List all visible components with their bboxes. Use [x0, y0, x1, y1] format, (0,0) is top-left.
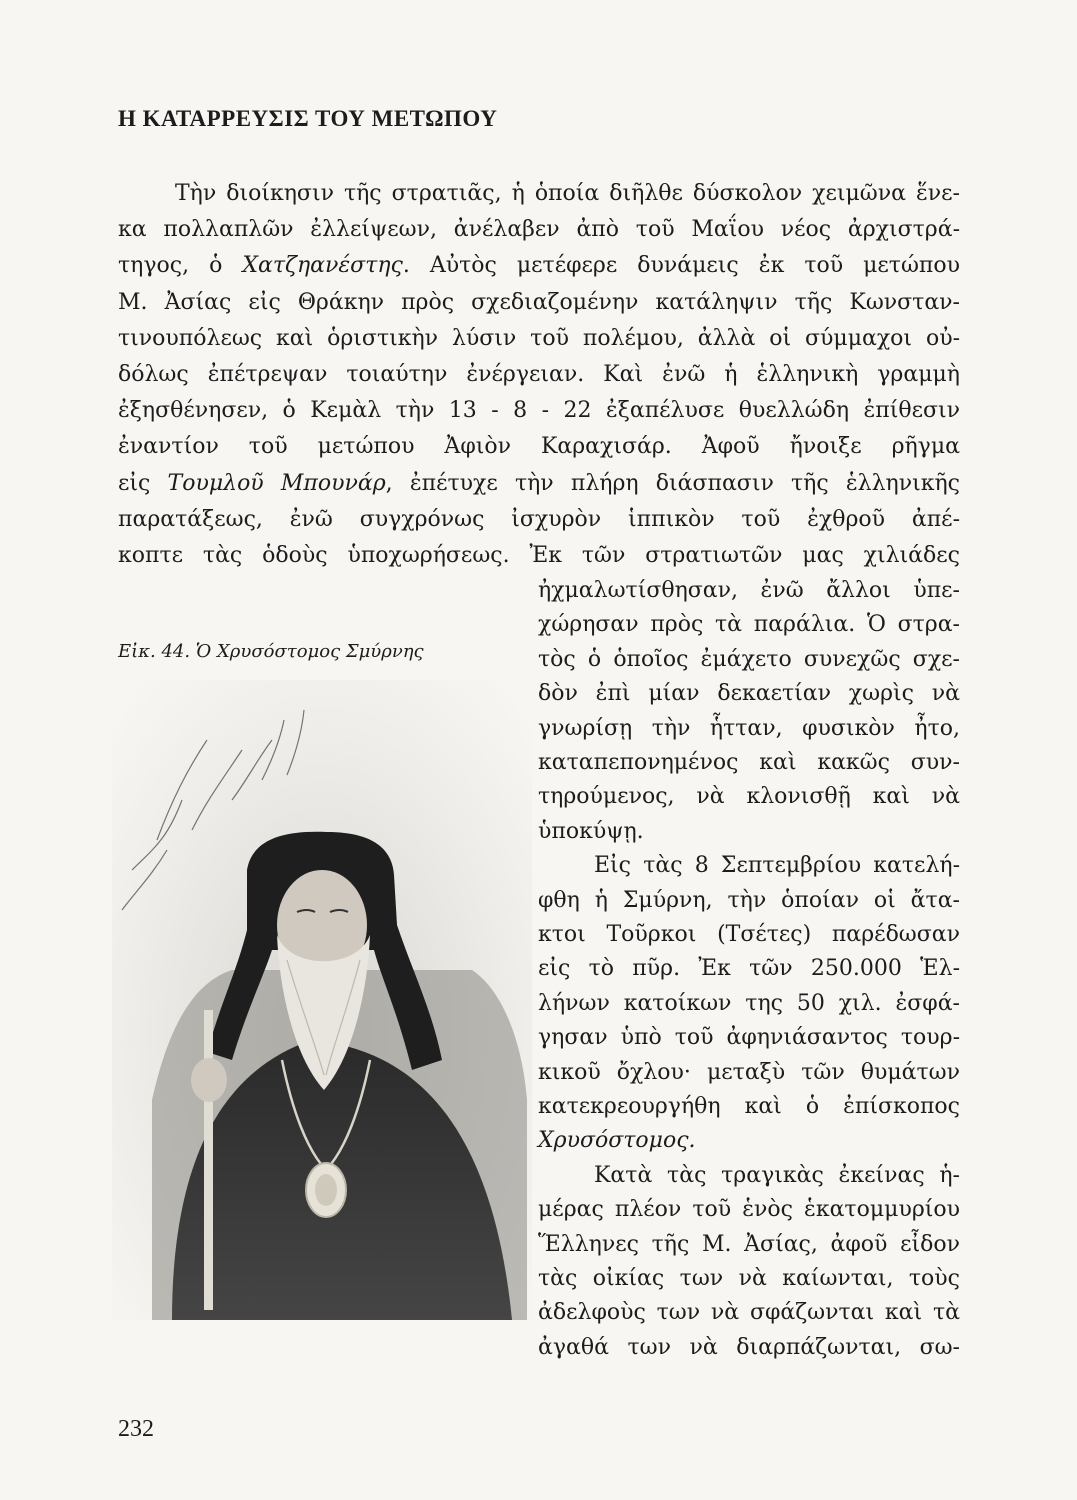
text-segment: Χατζηανέστης — [242, 253, 403, 278]
text-segment: κατεκρεουργήθη καὶ ὁ ἐπίσκοπος — [538, 1094, 960, 1119]
text-segment: κα πολλαπλῶν ἐλλείψεων, ἀνέλαβεν ἀπὸ τοῦ Μαΐου νέος ἀρχιστρά- — [118, 217, 960, 242]
text-line — [538, 958, 960, 980]
text-line — [118, 545, 960, 567]
text-segment: δόλως ἐπέτρεψαν τοιαύτην ἐνέργειαν. Καὶ ἐνῶ ἡ ἑλληνικὴ γραμμὴ — [118, 362, 960, 387]
text-segment: παρατάξεως, ἐνῶ συγχρόνως ἰσχυρὸν ἱππικὸν τοῦ ἐχθροῦ ἀπέ- — [118, 507, 960, 532]
text-line — [538, 890, 960, 912]
text-segment: ἐξησθένησεν, ὁ Κεμὰλ τὴν 13 - 8 - 22 ἐξαπέλυσε θυελλώδη ἐπίθεσιν — [118, 398, 960, 423]
text-segment: Ἕλληνες τῆς Μ. Ἀσίας, ἀφοῦ εἶδον — [538, 1232, 960, 1257]
chapter-heading: Η ΚΑΤΑΡΡΕΥΣΙΣ ΤΟΥ ΜΕΤΩΠΟΥ — [118, 106, 498, 131]
text-line — [538, 1027, 960, 1049]
text-segment: Τουμλοῦ Μπουνάρ — [167, 471, 386, 496]
text-segment: χώρησαν πρὸς τὰ παράλια. Ὁ στρα- — [538, 612, 960, 637]
text-line — [118, 328, 960, 350]
text-segment: δὸν ἐπὶ μίαν δεκαετίαν χωρὶς νὰ — [538, 681, 960, 706]
text-line — [538, 1268, 960, 1290]
text-segment: Κατὰ τὰς τραγικὰς ἐκείνας ἡ- — [594, 1163, 960, 1188]
text-line — [538, 752, 960, 774]
text-segment: ἀδελφοὺς των νὰ σφάζωνται καὶ τὰ — [538, 1300, 960, 1325]
text-segment: ἀγαθά των νὰ διαρπάζωνται, σω- — [538, 1335, 960, 1360]
text-segment: . Αὐτὸς μετέφερε δυνάμεις ἐκ τοῦ μετώπου — [402, 253, 960, 278]
text-line — [118, 364, 960, 386]
text-line — [118, 219, 960, 241]
text-segment: κοπτε τὰς ὁδοὺς ὑποχωρήσεως. Ἐκ τῶν στρατιωτῶν μας χιλιάδες — [118, 543, 960, 568]
text-segment: τηρούμενος, νὰ κλονισθῇ καὶ νὰ — [538, 784, 960, 809]
text-segment: γνωρίσῃ τὴν ἧτταν, φυσικὸν ἦτο, — [538, 716, 960, 741]
text-line — [538, 924, 960, 946]
text-segment: τινουπόλεως καὶ ὁριστικὴν λύσιν τοῦ πολέμου, ἀλλὰ οἱ σύμμαχοι οὐ- — [118, 326, 960, 351]
text-segment: , ἐπέτυχε τὴν πλήρη διάσπασιν τῆς ἑλληνικῆς — [385, 471, 960, 496]
text-segment: λήνων κατοίκων της 50 χιλ. ἐσφά- — [538, 991, 960, 1016]
text-segment: τὰς οἰκίας των νὰ καίωνται, τοὺς — [538, 1266, 960, 1291]
text-segment: μέρας πλέον τοῦ ἑνὸς ἑκατομμυρίου — [538, 1197, 960, 1222]
text-segment: γησαν ὑπὸ τοῦ ἀφηνιάσαντος τουρ- — [538, 1025, 960, 1050]
text-line — [118, 436, 960, 458]
text-segment: Τὴν διοίκησιν τῆς στρατιᾶς, ἡ ὁποία διῆλθε δύσκολον χειμῶνα ἕνε- — [175, 181, 960, 206]
text-line — [538, 1302, 960, 1324]
page-number: 232 — [118, 1416, 154, 1442]
text-line — [118, 400, 960, 422]
text-line — [538, 1096, 960, 1118]
text-line — [538, 821, 960, 843]
text-segment: ὑποκύψῃ. — [538, 819, 644, 844]
text-line — [538, 580, 960, 602]
text-line — [594, 1165, 960, 1187]
text-line — [118, 292, 960, 314]
text-segment: Χρυσόστομος. — [538, 1128, 696, 1153]
text-segment: φθη ἡ Σμύρνη, τὴν ὁποίαν οἱ ἄτα- — [538, 888, 960, 913]
text-line — [118, 473, 960, 495]
text-line — [594, 855, 960, 877]
text-line — [538, 1130, 960, 1152]
text-segment: εἰς — [118, 471, 168, 496]
text-segment: εἰς τὸ πῦρ. Ἐκ τῶν 250.000 Ἑλ- — [538, 956, 960, 981]
text-segment: κτοι Τοῦρκοι (Τσέτες) παρέδωσαν — [538, 922, 960, 947]
text-segment: κικοῦ ὄχλου· μεταξὺ τῶν θυμάτων — [538, 1060, 960, 1085]
text-line — [538, 649, 960, 671]
text-segment: τὸς ὁ ὁποῖος ἐμάχετο συνεχῶς σχε- — [538, 647, 960, 672]
text-line — [538, 614, 960, 636]
text-line — [538, 1199, 960, 1221]
text-segment: ἐναντίον τοῦ μετώπου Ἀφιὸν Καραχισάρ. Ἀφοῦ ἤνοιξε ρῆγμα — [118, 434, 960, 459]
text-line — [538, 1062, 960, 1084]
text-line — [175, 183, 960, 205]
text-line — [118, 255, 960, 277]
text-segment: καταπεπονημένος καὶ κακῶς συν- — [538, 750, 960, 775]
photo-metropolitan-chrysostomos — [112, 680, 532, 1320]
text-line — [538, 993, 960, 1015]
text-segment: τηγος, ὁ — [118, 253, 243, 278]
text-line — [538, 786, 960, 808]
text-line — [538, 718, 960, 740]
text-segment: ἠχμαλωτίσθησαν, ἐνῶ ἄλλοι ὑπε- — [538, 578, 960, 603]
text-line — [538, 1337, 960, 1359]
text-line — [538, 1234, 960, 1256]
text-line — [538, 683, 960, 705]
text-segment: Εἰς τὰς 8 Σεπτεμβρίου κατελή- — [594, 853, 960, 878]
figure-caption: Εἰκ. 44. Ὁ Χρυσόστομος Σμύρνης — [118, 641, 424, 662]
text-segment: Μ. Ἀσίας εἰς Θράκην πρὸς σχεδιαζομένην κατάληψιν τῆς Κωνσταν- — [118, 290, 960, 315]
text-line — [118, 509, 960, 531]
